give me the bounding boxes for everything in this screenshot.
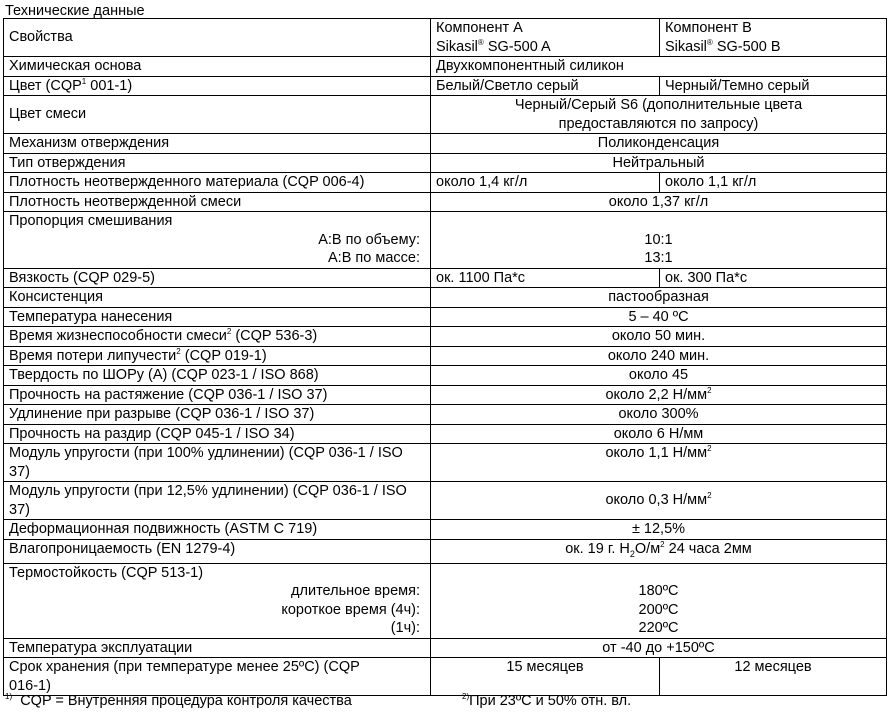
row-value-b: Черный/Темно серый bbox=[660, 76, 887, 96]
row-value: около 0,3 $Н/мм^2$ bbox=[431, 482, 887, 520]
table-row bbox=[4, 385, 887, 405]
table-row bbox=[4, 192, 887, 212]
table-row bbox=[4, 96, 887, 134]
ratio-mass-value: 13:1 bbox=[644, 250, 673, 266]
row-value: Черный/Серый S6 (дополнительные цвета предоставляются по запросу) bbox=[431, 96, 887, 134]
row-value: ± 12,5% bbox=[431, 520, 887, 540]
row-label: Химическая основа bbox=[4, 57, 431, 77]
row-label: Прочность на растяжение (CQP 036-1 / ISO 37) bbox=[4, 385, 431, 405]
row-label: Плотность неотвержденной смеси bbox=[4, 192, 431, 212]
row-value-a: около 1,4 кг/л bbox=[431, 173, 660, 193]
ratio-mass-label: A:B по массе: bbox=[328, 250, 420, 266]
row-label: Пропорция смешивания A:B по объему: A:B по массе: bbox=[4, 212, 431, 269]
row-label: Цвет смеси bbox=[4, 96, 431, 134]
row-value-b: около 1,1 кг/л bbox=[660, 173, 887, 193]
row-value: около 2,2 $Н/мм^2$ bbox=[431, 385, 887, 405]
table-row bbox=[4, 288, 887, 308]
row-value-a: 15 месяцев bbox=[431, 658, 660, 696]
heat-long-label: длительное время: bbox=[291, 583, 420, 600]
row-label: Плотность неотвержденного материала (CQP 006-4) bbox=[4, 173, 431, 193]
row-value: около 50 мин. bbox=[431, 327, 887, 347]
row-label: Влагопроницаемость (EN 1279-4) bbox=[4, 539, 431, 563]
row-value: около 240 мин. bbox=[431, 346, 887, 366]
row-value: около 1,37 кг/л bbox=[431, 192, 887, 212]
table-row bbox=[4, 520, 887, 540]
row-value-b: ок. 300 Па*с bbox=[660, 268, 887, 288]
row-value: Двухкомпонентный силикон bbox=[431, 57, 887, 77]
table-row bbox=[4, 268, 887, 288]
row-label: Модуль упругости (при 100% удлинении) (CQP 036-1 / ISO 37) bbox=[4, 444, 431, 482]
heat-1h-label: (1ч): bbox=[390, 620, 420, 637]
footnote-2: $^{2)}$При 23ºC и 50% отн. вл. bbox=[462, 692, 632, 709]
row-value: Поликонденсация bbox=[431, 134, 887, 154]
table-row bbox=[4, 307, 887, 327]
ratio-volume-label: A:B по объему: bbox=[318, 231, 420, 248]
table-row bbox=[4, 563, 887, 638]
header-component-b: Компонент B Sikasil® SG-500 B bbox=[660, 19, 887, 57]
table-row bbox=[4, 658, 887, 696]
row-value: ок. 19 г. $H_2O/м^2$ 24 часа 2мм bbox=[431, 539, 887, 563]
row-label: Прочность на раздир (CQP 045-1 / ISO 34) bbox=[4, 424, 431, 444]
table-row bbox=[4, 76, 887, 96]
row-value: 5 – 40 ºC bbox=[431, 307, 887, 327]
row-value: Нейтральный bbox=[431, 153, 887, 173]
table-row bbox=[4, 366, 887, 386]
table-row bbox=[4, 327, 887, 347]
row-value-b: 12 месяцев bbox=[660, 658, 887, 696]
row-label: Температура эксплуатации bbox=[4, 638, 431, 658]
row-label: Тип отверждения bbox=[4, 153, 431, 173]
row-label: Температура нанесения bbox=[4, 307, 431, 327]
heat-short-label: короткое время (4ч): bbox=[281, 601, 420, 618]
table-row bbox=[4, 444, 887, 482]
table-header-row bbox=[4, 19, 887, 57]
table-row bbox=[4, 638, 887, 658]
table-row bbox=[4, 153, 887, 173]
heat-long-value: 180ºC bbox=[638, 583, 679, 600]
technical-data-table bbox=[3, 18, 887, 696]
row-label: Время потери липучести$^2$ (CQP 019-1) bbox=[4, 346, 431, 366]
header-component-a: Компонент A Sikasil® SG-500 A bbox=[431, 19, 660, 57]
row-label: Модуль упругости (при 12,5% удлинении) (CQP 036-1 / ISO 37) bbox=[4, 482, 431, 520]
row-label: Термостойкость (CQP 513-1) длительное время: короткое время (4ч): (1ч): bbox=[4, 563, 431, 638]
row-label: Удлинение при разрыве (CQP 036-1 / ISO 37) bbox=[4, 405, 431, 425]
row-label: Срок хранения (при температуре менее 25ºC) (CQP 016-1) bbox=[4, 658, 431, 696]
section-title: Технические данные bbox=[5, 3, 145, 19]
row-label: Консистенция bbox=[4, 288, 431, 308]
row-label: Цвет (CQP$^1$ 001-1) bbox=[4, 76, 431, 96]
table-row bbox=[4, 405, 887, 425]
table-row bbox=[4, 424, 887, 444]
table-row bbox=[4, 212, 887, 269]
heat-1h-value: 220ºC bbox=[638, 620, 679, 637]
row-label: Деформационная подвижность (ASTM C 719) bbox=[4, 520, 431, 540]
table-row bbox=[4, 57, 887, 77]
row-value bbox=[431, 563, 887, 638]
header-properties: Свойства bbox=[4, 19, 431, 57]
table-row bbox=[4, 482, 887, 520]
row-value: от -40 до +150ºC bbox=[431, 638, 887, 658]
row-label: Вязкость (CQP 029-5) bbox=[4, 268, 431, 288]
row-value: около 45 bbox=[431, 366, 887, 386]
footnote-1: $^{1)}$ CQP = Внутренняя процедура контроля качества bbox=[5, 692, 352, 709]
row-label: Механизм отверждения bbox=[4, 134, 431, 154]
row-value: около 6 Н/мм bbox=[431, 424, 887, 444]
row-value: пастообразная bbox=[431, 288, 887, 308]
table-row bbox=[4, 346, 887, 366]
ratio-volume-value: 10:1 bbox=[644, 231, 673, 248]
row-value bbox=[431, 212, 887, 269]
table-row bbox=[4, 134, 887, 154]
row-value: около 1,1 $Н/мм^2$ bbox=[431, 444, 887, 482]
row-value-a: Белый/Светло серый bbox=[431, 76, 660, 96]
table-row bbox=[4, 173, 887, 193]
row-label: Твердость по ШОРу (A) (CQP 023-1 / ISO 868) bbox=[4, 366, 431, 386]
row-label: Время жизнеспособности смеси$^2$ (CQP 536-3) bbox=[4, 327, 431, 347]
row-value: около 300% bbox=[431, 405, 887, 425]
row-value-a: ок. 1100 Па*с bbox=[431, 268, 660, 288]
heat-short-value: 200ºC bbox=[638, 601, 679, 618]
table-row bbox=[4, 539, 887, 563]
